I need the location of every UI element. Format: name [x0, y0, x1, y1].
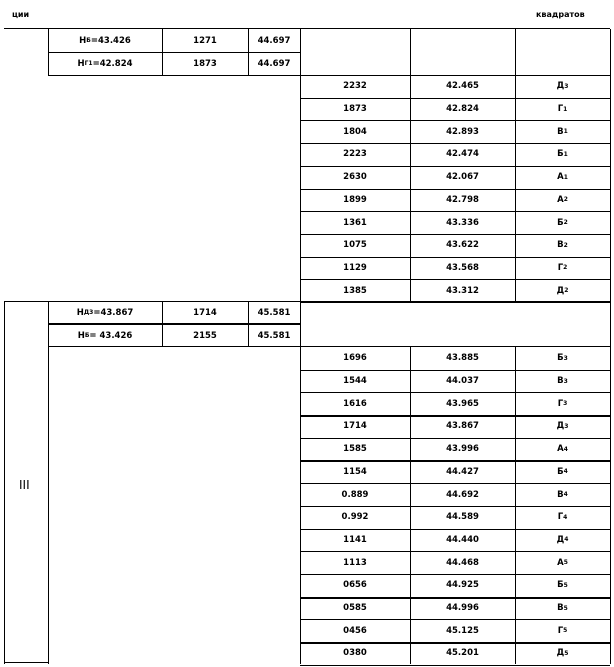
height-cell-bottom-4-text: 43.867 [446, 421, 479, 432]
point-cell-top-6-letter: А [557, 194, 564, 205]
height-cell-top-10 [410, 279, 515, 302]
point-cell-bottom-9-letter: Д [556, 534, 565, 545]
benchmark-bottom-2-elev [248, 324, 300, 347]
point-cell-top-5-letter: А [557, 172, 564, 183]
height-cell-top-3 [410, 120, 515, 143]
height-cell-bottom-10 [410, 551, 515, 574]
table-rule [300, 302, 610, 303]
height-cell-bottom-9-text: 44.440 [446, 534, 479, 545]
height-cell-bottom-6-text: 44.427 [446, 466, 479, 477]
benchmark-bottom-1-elev [248, 301, 300, 324]
point-cell-bottom-5-index: 4 [563, 445, 568, 453]
height-cell-bottom-1 [410, 347, 515, 370]
height-cell-top-8 [410, 234, 515, 257]
height-cell-top-2-text: 42.824 [446, 104, 479, 115]
point-cell-bottom-11-letter: Б [557, 580, 564, 591]
reading-cell-bottom-14 [300, 642, 410, 665]
point-cell-bottom-9-index: 4 [564, 536, 569, 544]
benchmark-top-2-dist-text: 1873 [193, 58, 217, 69]
reading-cell-top-3-text: 1804 [343, 126, 367, 137]
point-cell-bottom-13-letter: Г [557, 625, 564, 636]
point-cell-bottom-5 [515, 438, 610, 461]
height-cell-bottom-7 [410, 483, 515, 506]
height-cell-top-2 [410, 98, 515, 121]
point-cell-top-9-index: 2 [563, 264, 568, 272]
table-rule [300, 665, 610, 666]
height-cell-bottom-3-text: 43.965 [446, 398, 479, 409]
benchmark-bottom-2-dist [162, 324, 248, 347]
benchmark-top-2-value: =42.824 [92, 58, 133, 69]
reading-cell-bottom-9-text: 1141 [343, 534, 367, 545]
reading-cell-top-7-text: 1361 [343, 217, 367, 228]
height-cell-bottom-13-text: 45.125 [446, 625, 479, 636]
reading-cell-top-9-text: 1129 [343, 262, 367, 273]
reading-cell-bottom-6 [300, 461, 410, 484]
point-cell-top-9-letter: Г [557, 262, 564, 273]
reading-cell-bottom-14-text: 0380 [343, 648, 367, 659]
benchmark-top-1-symbol: Н [79, 35, 87, 46]
benchmark-bottom-2-value: = 43.426 [89, 330, 133, 341]
height-cell-bottom-11 [410, 574, 515, 597]
reading-cell-bottom-8 [300, 506, 410, 529]
reading-cell-bottom-7-text: 0.889 [341, 489, 369, 500]
point-cell-bottom-6 [515, 461, 610, 484]
point-cell-bottom-2-letter: В [557, 376, 564, 387]
height-cell-bottom-14 [410, 642, 515, 665]
point-cell-bottom-1-letter: Б [557, 353, 564, 364]
height-cell-bottom-12-text: 44.996 [446, 603, 479, 614]
point-cell-bottom-4-letter: Д [556, 421, 565, 432]
benchmark-top-1-dist [162, 29, 248, 52]
table-rule [48, 301, 49, 664]
height-cell-bottom-13 [410, 619, 515, 642]
benchmark-bottom-2-elev-text: 45.581 [257, 330, 291, 341]
benchmark-bottom-1-symbol: Н [76, 307, 84, 318]
point-cell-top-3-letter: В [557, 126, 564, 137]
header-left-fragment: ции [12, 10, 30, 19]
point-cell-bottom-3-letter: Г [557, 398, 564, 409]
point-cell-bottom-13 [515, 619, 610, 642]
point-cell-top-6-index: 2 [563, 196, 568, 204]
point-cell-top-10 [515, 279, 610, 302]
height-cell-bottom-4 [410, 415, 515, 438]
point-cell-bottom-7 [515, 483, 610, 506]
benchmark-bottom-1 [48, 301, 162, 324]
point-cell-bottom-10-index: 5 [563, 559, 568, 567]
height-cell-top-9 [410, 257, 515, 280]
height-cell-bottom-7-text: 44.692 [446, 489, 479, 500]
reading-cell-bottom-2-text: 1544 [343, 376, 367, 387]
reading-cell-bottom-3 [300, 392, 410, 415]
point-cell-bottom-8-letter: Г [557, 512, 564, 523]
height-cell-top-1 [410, 75, 515, 98]
point-cell-top-4 [515, 143, 610, 166]
point-cell-top-5 [515, 166, 610, 189]
point-cell-bottom-8 [515, 506, 610, 529]
reading-cell-top-1 [300, 75, 410, 98]
point-cell-bottom-5-letter: А [557, 444, 564, 455]
reading-cell-bottom-1-text: 1696 [343, 353, 367, 364]
benchmark-top-1-value: =43.426 [90, 35, 131, 46]
point-cell-top-7-index: 2 [563, 219, 568, 227]
point-cell-bottom-1 [515, 347, 610, 370]
height-cell-bottom-8-text: 44.589 [446, 512, 479, 523]
reading-cell-bottom-5-text: 1585 [343, 444, 367, 455]
reading-cell-top-8-text: 1075 [343, 240, 367, 251]
point-cell-bottom-14-index: 5 [564, 649, 569, 657]
benchmark-bottom-2-dist-text: 2155 [193, 330, 217, 341]
point-cell-bottom-4-index: 3 [564, 422, 569, 430]
point-cell-bottom-10-letter: А [557, 557, 564, 568]
point-cell-bottom-12 [515, 597, 610, 620]
point-cell-bottom-7-index: 4 [563, 491, 568, 499]
height-cell-top-5 [410, 166, 515, 189]
reading-cell-top-2 [300, 98, 410, 121]
height-cell-top-5-text: 42.067 [446, 172, 479, 183]
reading-cell-bottom-7 [300, 483, 410, 506]
height-cell-bottom-10-text: 44.468 [446, 557, 479, 568]
height-cell-bottom-3 [410, 392, 515, 415]
point-cell-bottom-2 [515, 370, 610, 393]
height-cell-top-4-text: 42.474 [446, 149, 479, 160]
benchmark-bottom-1-value: =43.867 [93, 307, 134, 318]
height-cell-bottom-9 [410, 529, 515, 552]
reading-cell-bottom-13-text: 0456 [343, 625, 367, 636]
point-cell-bottom-3 [515, 392, 610, 415]
reading-cell-top-9 [300, 257, 410, 280]
point-cell-top-6 [515, 189, 610, 212]
reading-cell-bottom-11-text: 0656 [343, 580, 367, 591]
height-cell-bottom-2-text: 44.037 [446, 376, 479, 387]
benchmark-top-1 [48, 29, 162, 52]
point-cell-top-2-index: 1 [563, 105, 568, 113]
benchmark-top-1-dist-text: 1271 [193, 35, 217, 46]
height-cell-top-1-text: 42.465 [446, 81, 479, 92]
point-cell-top-3 [515, 120, 610, 143]
reading-cell-bottom-11 [300, 574, 410, 597]
point-cell-bottom-10 [515, 551, 610, 574]
benchmark-bottom-1-index: Д3 [83, 309, 94, 316]
reading-cell-bottom-13 [300, 619, 410, 642]
reading-cell-top-6 [300, 189, 410, 212]
reading-cell-bottom-5 [300, 438, 410, 461]
height-cell-bottom-6 [410, 461, 515, 484]
benchmark-bottom-1-dist [162, 301, 248, 324]
table-rule [610, 29, 611, 664]
reading-cell-top-7 [300, 211, 410, 234]
reading-cell-top-6-text: 1899 [343, 194, 367, 205]
height-cell-top-8-text: 43.622 [446, 240, 479, 251]
point-cell-bottom-8-index: 4 [563, 513, 568, 521]
reading-cell-bottom-6-text: 1154 [343, 466, 367, 477]
reading-cell-bottom-12-text: 0585 [343, 603, 367, 614]
point-cell-top-8-letter: В [557, 240, 564, 251]
reading-cell-bottom-12 [300, 597, 410, 620]
benchmark-top-1-elev-text: 44.697 [257, 35, 291, 46]
point-cell-top-1 [515, 75, 610, 98]
benchmark-top-2-elev-text: 44.697 [257, 58, 291, 69]
height-cell-bottom-5 [410, 438, 515, 461]
height-cell-bottom-8 [410, 506, 515, 529]
reading-cell-bottom-3-text: 1616 [343, 398, 367, 409]
reading-cell-top-4 [300, 143, 410, 166]
point-cell-bottom-13-index: 5 [563, 627, 568, 635]
point-cell-bottom-6-letter: Б [557, 466, 564, 477]
point-cell-top-10-index: 2 [564, 287, 569, 295]
reading-cell-top-10-text: 1385 [343, 285, 367, 296]
point-cell-top-3-index: 1 [563, 128, 568, 136]
point-cell-top-4-index: 1 [563, 150, 568, 158]
reading-cell-top-5 [300, 166, 410, 189]
benchmark-top-1-elev [248, 29, 300, 52]
benchmark-bottom-2-index: Б [84, 332, 90, 339]
point-cell-bottom-9 [515, 529, 610, 552]
point-cell-bottom-14 [515, 642, 610, 665]
height-cell-bottom-5-text: 43.996 [446, 444, 479, 455]
height-cell-bottom-2 [410, 370, 515, 393]
point-cell-top-2 [515, 98, 610, 121]
section-label: III [19, 478, 30, 492]
height-cell-bottom-12 [410, 597, 515, 620]
benchmark-top-2-index: Г1 [84, 60, 93, 67]
height-cell-top-7-text: 43.336 [446, 217, 479, 228]
reading-cell-bottom-9 [300, 529, 410, 552]
reading-cell-bottom-4 [300, 415, 410, 438]
reading-cell-top-10 [300, 279, 410, 302]
height-cell-top-4 [410, 143, 515, 166]
benchmark-top-2-symbol: Н [77, 58, 85, 69]
point-cell-bottom-3-index: 3 [563, 400, 568, 408]
height-cell-top-6 [410, 189, 515, 212]
height-cell-top-6-text: 42.798 [446, 194, 479, 205]
point-cell-bottom-7-letter: В [557, 489, 564, 500]
point-cell-top-10-letter: Д [556, 285, 565, 296]
point-cell-top-5-index: 1 [563, 173, 568, 181]
height-cell-bottom-14-text: 45.201 [446, 648, 479, 659]
header-right-fragment: квадратов [536, 10, 585, 19]
reading-cell-top-3 [300, 120, 410, 143]
benchmark-top-2-dist [162, 52, 248, 75]
reading-cell-top-1-text: 2232 [343, 81, 367, 92]
benchmark-bottom-1-elev-text: 45.581 [257, 307, 291, 318]
point-cell-top-9 [515, 257, 610, 280]
benchmark-top-2 [48, 52, 162, 75]
point-cell-top-2-letter: Г [557, 104, 564, 115]
point-cell-top-7 [515, 211, 610, 234]
table-rule [4, 662, 48, 663]
point-cell-bottom-2-index: 3 [563, 377, 568, 385]
height-cell-top-9-text: 43.568 [446, 262, 479, 273]
reading-cell-top-2-text: 1873 [343, 104, 367, 115]
point-cell-bottom-14-letter: Д [556, 648, 565, 659]
height-cell-bottom-1-text: 43.885 [446, 353, 479, 364]
reading-cell-top-5-text: 2630 [343, 172, 367, 183]
point-cell-top-7-letter: Б [557, 217, 564, 228]
benchmark-bottom-1-dist-text: 1714 [193, 307, 217, 318]
point-cell-top-1-letter: Д [556, 81, 565, 92]
point-cell-bottom-11-index: 5 [563, 581, 568, 589]
point-cell-bottom-12-index: 5 [563, 604, 568, 612]
reading-cell-bottom-2 [300, 370, 410, 393]
point-cell-bottom-4 [515, 415, 610, 438]
reading-cell-bottom-8-text: 0.992 [341, 512, 369, 523]
reading-cell-bottom-10-text: 1113 [343, 557, 367, 568]
point-cell-top-4-letter: Б [557, 149, 564, 160]
table-rule [4, 301, 5, 664]
benchmark-bottom-2 [48, 324, 162, 347]
benchmark-top-1-index: Б [86, 37, 91, 44]
height-cell-bottom-11-text: 44.925 [446, 580, 479, 591]
point-cell-bottom-12-letter: В [557, 603, 564, 614]
point-cell-bottom-1-index: 3 [563, 354, 568, 362]
benchmark-bottom-2-symbol: Н [77, 330, 85, 341]
point-cell-top-1-index: 3 [564, 82, 569, 90]
height-cell-top-3-text: 42.893 [446, 126, 479, 137]
height-cell-top-7 [410, 211, 515, 234]
point-cell-top-8 [515, 234, 610, 257]
reading-cell-bottom-1 [300, 347, 410, 370]
height-cell-top-10-text: 43.312 [446, 285, 479, 296]
reading-cell-bottom-10 [300, 551, 410, 574]
point-cell-top-8-index: 2 [563, 241, 568, 249]
reading-cell-top-4-text: 2223 [343, 149, 367, 160]
reading-cell-bottom-4-text: 1714 [343, 421, 367, 432]
point-cell-bottom-6-index: 4 [563, 468, 568, 476]
benchmark-top-2-elev [248, 52, 300, 75]
point-cell-bottom-11 [515, 574, 610, 597]
reading-cell-top-8 [300, 234, 410, 257]
